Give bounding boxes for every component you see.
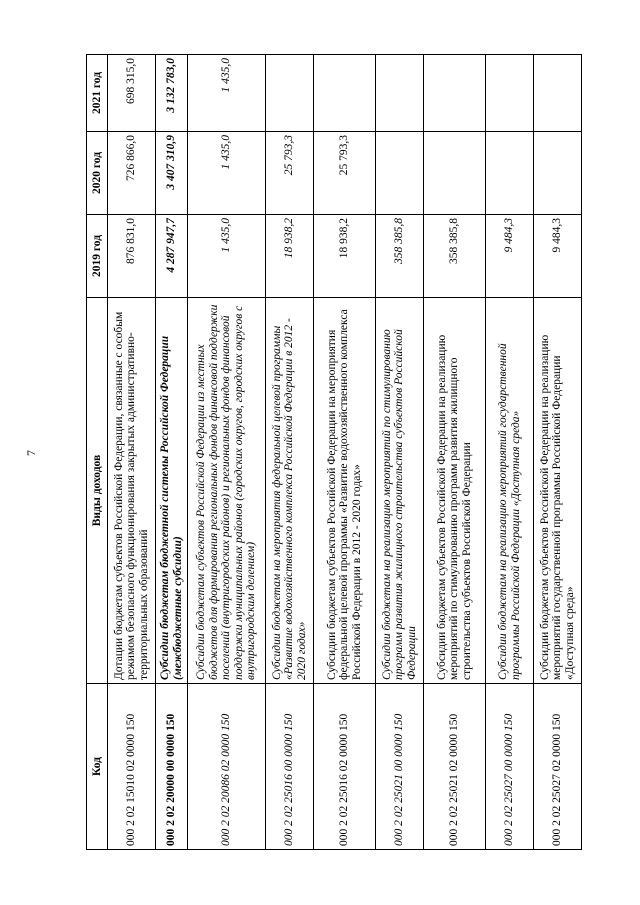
- row-description: Субсидии бюджетам субъектов Российской Федерации на реализацию мероприятий по стимулированию программ развития жилищного строительства субъектов Российской Федерации: [424, 298, 486, 684]
- header-description: Виды доходов: [87, 298, 108, 684]
- row-description: Субсидии бюджетам бюджетной системы Российской Федерации (межбюджетные субсидии): [156, 298, 188, 684]
- table-header-row: [87, 55, 108, 850]
- table-row: [108, 55, 156, 850]
- row-value-2020: [424, 132, 486, 215]
- row-value-2019: 9 484,3: [486, 215, 534, 298]
- row-code: 000 2 02 25016 02 0000 150: [314, 684, 376, 850]
- row-code: 000 2 02 25021 00 0000 150: [376, 684, 424, 850]
- table-row: [188, 55, 266, 850]
- row-description: Субсидии бюджетам субъектов Российской Федерации на мероприятия федеральной целевой программы «Развитие водохозяйственного комплекса Российской Федерации в 2012 - 2020 годах»: [314, 298, 376, 684]
- row-value-2021: 3 132 783,0: [156, 55, 188, 132]
- row-value-2021: [534, 55, 582, 132]
- table-body: [108, 55, 582, 850]
- row-code: 000 2 02 25021 02 0000 150: [424, 684, 486, 850]
- row-code: 000 2 02 25027 02 0000 150: [534, 684, 582, 850]
- row-value-2019: 18 938,2: [266, 215, 314, 298]
- table-row: [534, 55, 582, 850]
- row-code: 000 2 02 15010 02 0000 150: [108, 684, 156, 850]
- page-number: 7: [24, 450, 38, 456]
- row-value-2021: [266, 55, 314, 132]
- row-description: Субсидии бюджетам на реализацию мероприятий по стимулированию программ развития жилищного строительства субъектов Российской Федерации: [376, 298, 424, 684]
- row-value-2021: [486, 55, 534, 132]
- row-description: Субсидии бюджетам на мероприятия федеральной целевой программы «Развитие водохозяйственного комплекса Российской Федерации в 2012 - 2020 годах»: [266, 298, 314, 684]
- row-description: Субсидии бюджетам на реализацию мероприятий государственной программы Российской Федерации «Доступная среда»: [486, 298, 534, 684]
- revenue-table: [86, 54, 582, 850]
- row-value-2019: 358 385,8: [424, 215, 486, 298]
- table-row: [266, 55, 314, 850]
- header-2019: 2019 год: [87, 215, 108, 298]
- row-code: 000 2 02 25016 00 0000 150: [266, 684, 314, 850]
- row-value-2019: 9 484,3: [534, 215, 582, 298]
- row-code: 000 2 02 20086 02 0000 150: [188, 684, 266, 850]
- row-value-2020: [486, 132, 534, 215]
- row-description: Дотации бюджетам субъектов Российской Федерации, связанные с особым режимом безопасного функционирования закрытых административно-территориальных образований: [108, 298, 156, 684]
- row-value-2020: 3 407 310,9: [156, 132, 188, 215]
- table-row: [376, 55, 424, 850]
- row-description: Субсидии бюджетам субъектов Российской Федерации из местных бюджетов для формирования региональных фондов финансовой поддержки поселений (внутригородских районов) и региональных фондов финансовой поддержки муниципальных районов (городских округов, городских округов с внутригородским делением): [188, 298, 266, 684]
- header-code: Код: [87, 684, 108, 850]
- row-value-2021: [376, 55, 424, 132]
- row-value-2020: 25 793,3: [314, 132, 376, 215]
- row-value-2020: 1 435,0: [188, 132, 266, 215]
- row-value-2019: 876 831,0: [108, 215, 156, 298]
- row-value-2021: [314, 55, 376, 132]
- row-value-2019: 358 385,8: [376, 215, 424, 298]
- row-value-2021: [424, 55, 486, 132]
- row-code: 000 2 02 20000 00 0000 150: [156, 684, 188, 850]
- row-value-2020: [376, 132, 424, 215]
- header-2020: 2020 год: [87, 132, 108, 215]
- row-value-2020: [534, 132, 582, 215]
- table-row: [156, 55, 188, 850]
- table-row: [314, 55, 376, 850]
- row-value-2019: 4 287 947,7: [156, 215, 188, 298]
- table-row: [424, 55, 486, 850]
- row-value-2019: 1 435,0: [188, 215, 266, 298]
- row-description: Субсидии бюджетам субъектов Российской Федерации на реализацию мероприятий государственной программы Российской Федерации «Доступная среда»: [534, 298, 582, 684]
- revenue-table-container: [86, 55, 576, 850]
- row-value-2020: 726 866,0: [108, 132, 156, 215]
- row-value-2021: 1 435,0: [188, 55, 266, 132]
- row-value-2021: 698 315,0: [108, 55, 156, 132]
- row-value-2019: 18 938,2: [314, 215, 376, 298]
- header-2021: 2021 год: [87, 55, 108, 132]
- row-value-2020: 25 793,3: [266, 132, 314, 215]
- table-row: [486, 55, 534, 850]
- row-code: 000 2 02 25027 00 0000 150: [486, 684, 534, 850]
